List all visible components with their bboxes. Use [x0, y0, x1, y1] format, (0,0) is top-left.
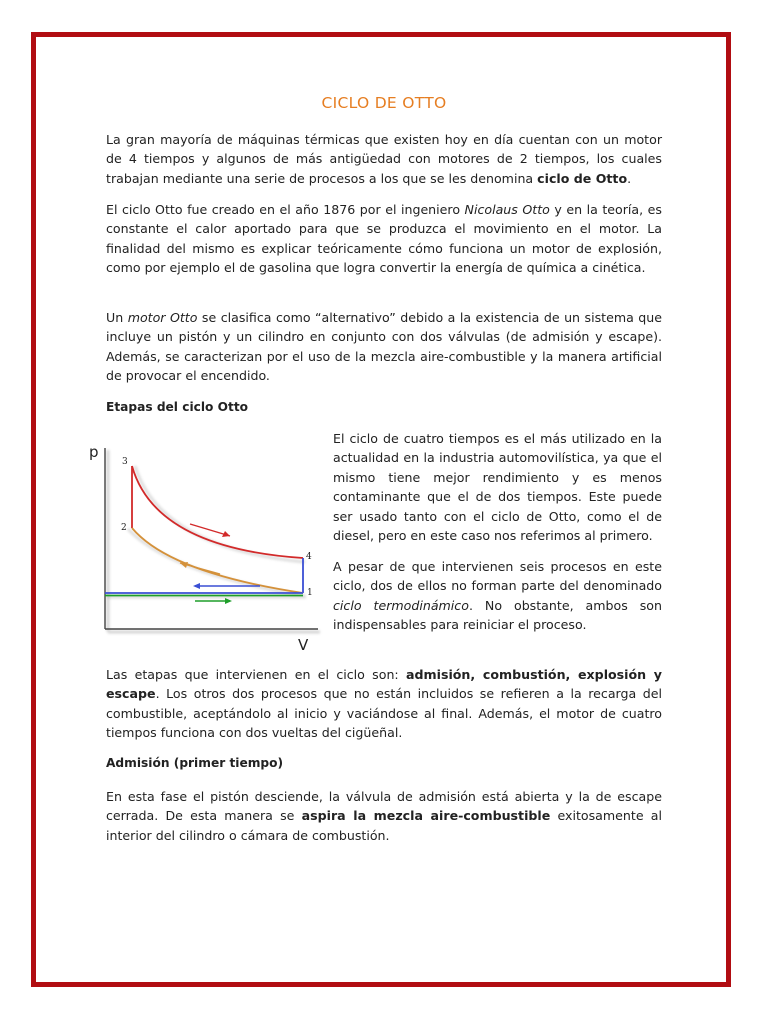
heading-admision: Admisión (primer tiempo) [106, 756, 284, 770]
paragraph-history [106, 200, 662, 278]
x-axis-label: V [298, 636, 309, 654]
arrow-intake [195, 598, 232, 604]
point-label-1: 1 [307, 588, 313, 598]
paragraph-six-processes [333, 557, 662, 635]
admision-text: En esta fase el pistón desciende, la válvula de admisión está abierta y la de escape cerrada. De esta manera se [106, 789, 662, 824]
y-axis-label: p [89, 443, 99, 461]
point-label-4: 4 [306, 552, 312, 562]
motor-italic: motor Otto [127, 310, 198, 325]
pv-diagram [80, 438, 330, 656]
admision-end: exitosamente al interior del cilindro o cámara de combustión. [106, 808, 663, 843]
heading-etapas: Etapas del ciclo Otto [106, 400, 249, 414]
stages-text: Las etapas que intervienen en el ciclo son: [106, 667, 406, 682]
admision-bold: aspira la mezcla aire-combustible [301, 808, 551, 824]
intro-end: . [627, 170, 632, 186]
paragraph-four-stroke: El ciclo de cuatro tiempos es el más utilizado en la actualidad en la industria automovilística, ya que el mismo tiene mejor rendimiento y es menos contaminante que el de dos tiempos. Este puede ser usado tanto con el ciclo de Otto, como el de diesel, pero en este caso nos referimos al primero. [333, 431, 662, 544]
page-title: CICLO DE OTTO [321, 94, 447, 112]
paragraph-stages [106, 665, 662, 743]
curve-shadows [107, 466, 306, 597]
history-text: El ciclo Otto fue creado en el año 1876 por el ingeniero [106, 202, 465, 217]
six-text: A pesar de que intervienen seis procesos en este ciclo, dos de ellos no forman parte del denominado [333, 559, 662, 594]
history-italic: Nicolaus Otto [464, 202, 550, 217]
intro-text: La gran mayoría de máquinas térmicas que existen hoy en día cuentan con un motor de 4 tiempos y algunos de más antigüedad con motores de 2 tiempos, los cuales trabajan mediante una serie de procesos a los que se les denomina [106, 132, 662, 186]
paragraph-motor [106, 308, 662, 386]
point-label-3: 3 [122, 457, 128, 467]
stages-bold: admisión, combustión, explosión y escape [106, 667, 662, 702]
pv-diagram-svg [80, 438, 330, 656]
arrow-compression [180, 562, 220, 574]
history-end: y en la teoría, es constante el calor aportado para que se produzca el movimiento en el motor. La finalidad del mismo es explicar teóricamente cómo funciona un motor de explosión, como por ejemplo el de gasolina que logra convertir la energía de química a cinética. [106, 202, 662, 276]
intro-bold: ciclo de Otto [537, 170, 628, 186]
motor-end: se clasifica como “alternativo” debido a la existencia de un sistema que incluye un pistón y un cilindro en conjunto con dos válvulas (de admisión y escape). Además, se caracterizan por el uso de la mezcla aire-combustible y la manera artificial de provocar el encendido. [106, 310, 663, 384]
compression-curve [132, 528, 303, 593]
motor-text: Un [106, 310, 128, 325]
stages-end: . Los otros dos procesos que no están incluidos se refieren a la recarga del combustible, aceptándolo al inicio y vaciándose al final. Además, el motor de cuatro tiempos funciona con dos vueltas del cigüeñal. [106, 686, 662, 741]
six-italic: ciclo termodinámico [333, 597, 469, 613]
paragraph-admision [106, 787, 662, 845]
paragraph-intro [106, 130, 662, 188]
point-label-2: 2 [121, 523, 127, 533]
six-end: . No obstante, ambos son indispensables para reiniciar el proceso. [333, 597, 662, 633]
